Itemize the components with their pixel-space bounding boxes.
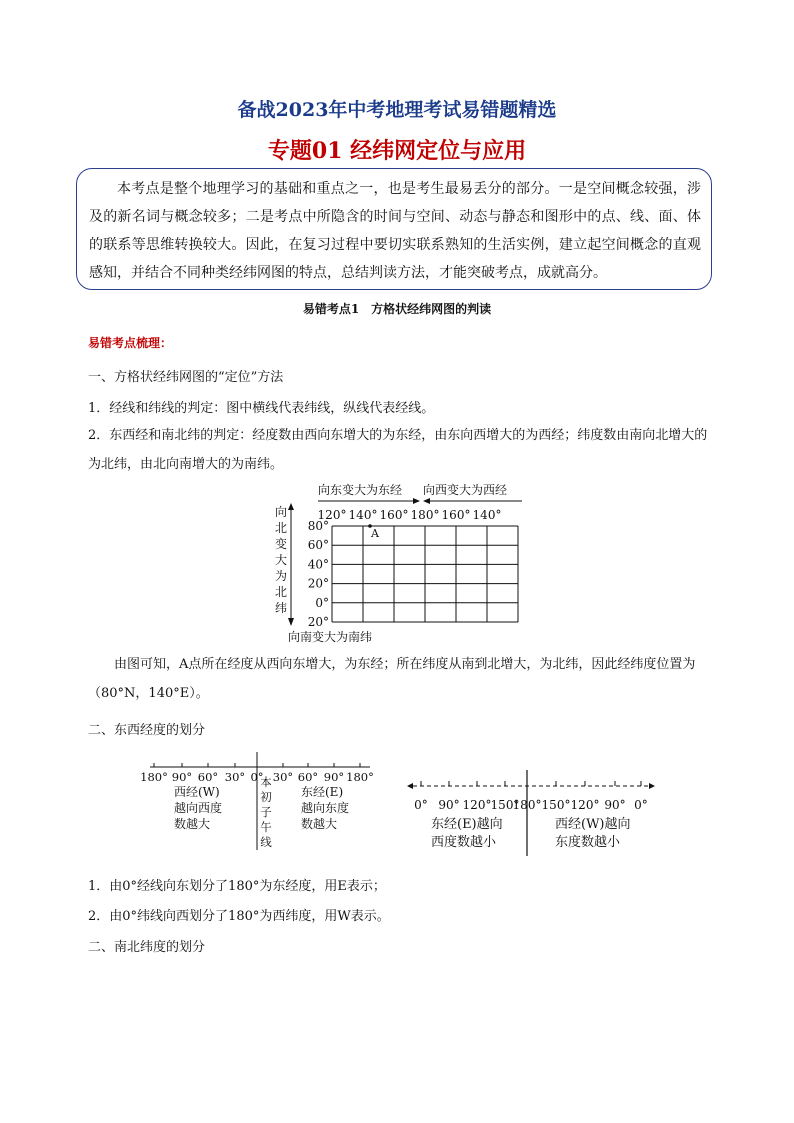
- part2-item1: 1．由0°经线向东划分了180°为东经度，用E表示；: [88, 879, 386, 894]
- longitude-division-figure-right: [405, 768, 655, 860]
- latitude-tick-label: 20°: [307, 615, 329, 629]
- left-prime-label: [260, 775, 272, 849]
- right-west-desc: 东度数越小: [555, 835, 621, 850]
- part1-item1: 1．经线和纬线的判定：图中横线代表纬线，纵线代表经线。: [88, 401, 435, 416]
- left-west-label: 西经(W): [174, 785, 220, 799]
- longitude-tick-labels: [318, 508, 502, 522]
- prime-label-char: 子: [260, 805, 272, 819]
- right-tick-label: 150°: [490, 798, 520, 812]
- vertical-label-char: 变: [274, 537, 288, 551]
- left-west-desc-line2: 数越大: [174, 817, 211, 831]
- document-title: 备战2023年中考地理考试易错题精选: [237, 99, 557, 121]
- right-tick-label: 120°: [462, 798, 492, 812]
- bottom-label: 向南变大为南纬: [288, 630, 373, 644]
- longitude-division-figure-left: [138, 750, 378, 860]
- longitude-tick-label: 180°: [410, 508, 440, 522]
- left-tick-labels: [140, 763, 374, 784]
- prime-label-char: 午: [260, 820, 272, 834]
- left-tick-label: 60°: [297, 770, 319, 784]
- review-heading: 易错考点梳理：: [88, 336, 173, 350]
- point-a-marker: [368, 524, 372, 528]
- latitude-tick-label: 20°: [307, 576, 329, 591]
- latitude-tick-label: 80°: [307, 519, 329, 533]
- part1-item2: 2．东西经和南北纬的判定：经度数由西向东增大的为东经，由东向西增大的为西经；纬度数由南向北增大的为北纬，由北向南增大的为南纬。: [88, 428, 708, 472]
- right-arrow-right: [649, 783, 655, 789]
- latitude-tick-labels: [308, 519, 329, 629]
- left-east-desc: 越向东度: [301, 801, 350, 815]
- document-subtitle: 专题01 经纬网定位与应用: [267, 138, 527, 164]
- right-west-label: 西经(W)越向: [555, 817, 631, 832]
- explain-text: 由图可知，A点所在经度从西向东增大，为东经；所在纬度从南到北增大，为北纬，因此经纬度位置为（80°N，140°E）。: [88, 657, 696, 701]
- south-arrowhead: [288, 618, 294, 626]
- east-arrowhead: [413, 498, 420, 504]
- part2-item2: 2．由0°纬线向西划分了180°为西纬度，用W表示。: [88, 909, 390, 924]
- right-tick-label: 120°: [570, 798, 600, 812]
- part1-heading: 一、方格状经纬网图的“定位”方法: [88, 370, 284, 385]
- point-a-label: A: [371, 527, 379, 540]
- right-tick-label: 150°: [541, 798, 571, 812]
- longitude-tick-label: 120°: [317, 508, 347, 522]
- north-vertical-label: [275, 505, 287, 615]
- right-east-label: 东经(E)越向: [431, 817, 503, 832]
- left-tick-label: 180°: [346, 770, 374, 784]
- right-tick-label: 180°: [512, 798, 542, 812]
- left-west-desc: 越向西度: [174, 801, 223, 815]
- top-right-label: 向西变大为西经: [423, 483, 508, 497]
- north-arrowhead: [288, 503, 294, 510]
- intro-box: [76, 168, 712, 290]
- vertical-label-char: 大: [274, 553, 288, 567]
- right-tick-label: 90°: [438, 798, 460, 812]
- section-title: 易错考点1 方格状经纬网图的判读: [302, 302, 492, 316]
- left-east-label: 东经(E): [301, 785, 344, 799]
- prime-label-char: 本: [260, 775, 272, 789]
- right-tick-label: 0°: [634, 798, 648, 812]
- prime-label-char: 线: [260, 835, 272, 849]
- intro-text: 本考点是整个地理学习的基础和重点之一，也是考生最易丢分的部分。一是空间概念较强，涉及的新名词与概念较多；二是考点中所隐含的时间与空间、动态与静态和图形中的点、线、面、体的联系等思维转换较大。因此，在复习过程中要切实联系熟知的生活实例，建立起空间概念的直观感知，并结合不同种类经纬网图的特点，总结判读方法，才能突破考点，成就高分。: [89, 181, 701, 281]
- prime-label-char: 初: [260, 790, 272, 804]
- vertical-label-char: 北: [274, 585, 288, 599]
- part3-heading: 二、南北纬度的划分: [88, 940, 206, 955]
- vertical-label-char: 纬: [274, 601, 288, 615]
- graticule-grid-figure: [270, 480, 530, 650]
- left-tick-label: 90°: [171, 770, 193, 784]
- vertical-label-char: 向: [274, 505, 288, 519]
- longitude-tick-label: 140°: [348, 508, 378, 522]
- left-tick-label: 0°: [250, 770, 264, 784]
- right-tick-label: 0°: [414, 798, 428, 812]
- longitude-tick-label: 160°: [379, 508, 409, 522]
- latitude-tick-label: 60°: [307, 538, 329, 553]
- grid-lines: [332, 526, 518, 622]
- part2-heading: 二、东西经度的划分: [88, 723, 206, 738]
- left-tick-label: 30°: [224, 770, 246, 784]
- vertical-label-char: 为: [274, 569, 288, 583]
- top-left-label: 向东变大为东经: [318, 483, 403, 497]
- latitude-tick-label: 40°: [307, 557, 329, 572]
- vertical-label-char: 北: [274, 521, 288, 535]
- left-tick-label: 30°: [272, 770, 294, 784]
- right-arrow-left: [407, 783, 413, 789]
- west-arrowhead: [423, 498, 430, 504]
- left-tick-label: 180°: [140, 770, 168, 784]
- latitude-tick-label: 0°: [315, 595, 329, 610]
- longitude-tick-label: 140°: [472, 508, 502, 522]
- left-tick-label: 90°: [323, 770, 345, 784]
- longitude-tick-label: 160°: [441, 508, 471, 522]
- left-east-desc-line2: 数越大: [301, 817, 338, 831]
- right-tick-label: 90°: [604, 798, 626, 812]
- right-east-desc: 西度数越小: [431, 835, 497, 850]
- left-tick-label: 60°: [197, 770, 219, 784]
